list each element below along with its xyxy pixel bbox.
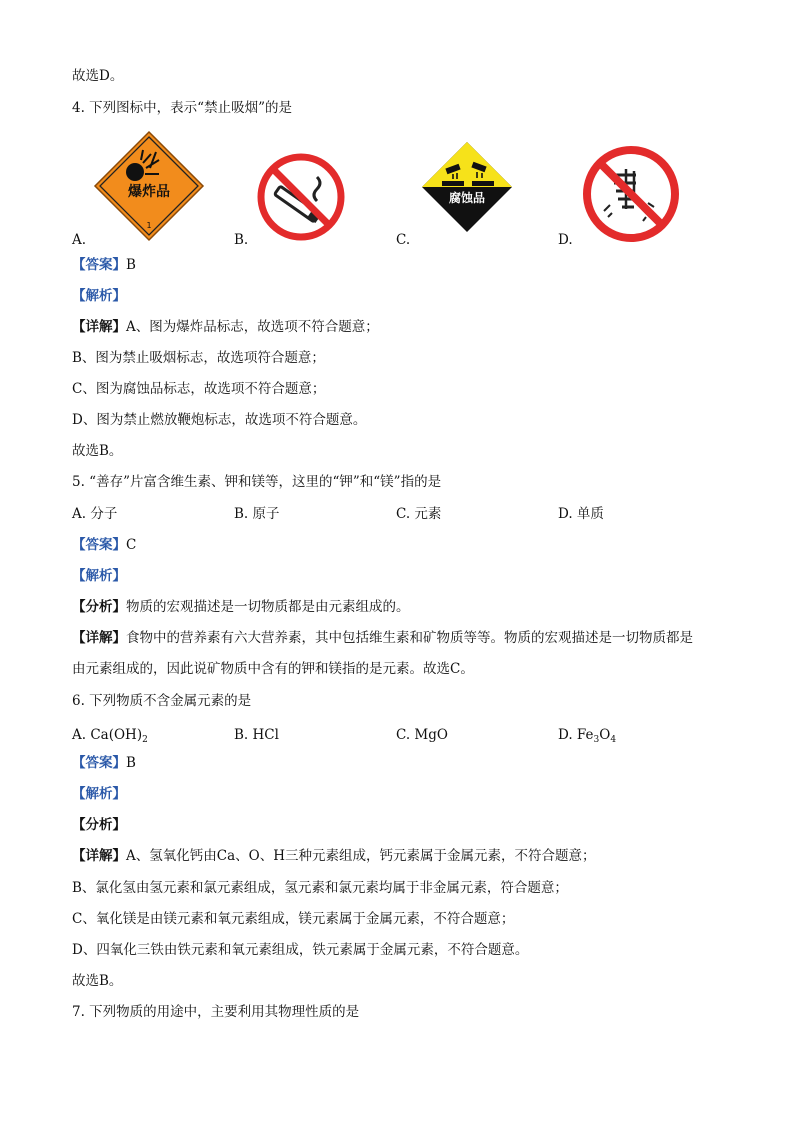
no-smoking-sign-icon [257, 153, 345, 241]
q6-option-c: C. MgO [396, 727, 448, 743]
q6-option-a [72, 727, 148, 743]
formula-text: O [599, 727, 611, 743]
detail-tag: 【详解】 [72, 630, 126, 646]
formula-subscript: 4 [610, 735, 617, 745]
q5-analysis-tag [72, 568, 126, 584]
answer-value: C [126, 537, 137, 553]
detail-tag: 【详解】 [72, 319, 126, 335]
formula-subscript: 3 [593, 735, 600, 745]
q5-detail-line-1 [72, 630, 693, 646]
answer-value: B [126, 257, 136, 273]
q4-option-a: A. [72, 232, 87, 248]
detail-tag: 【详解】 [72, 848, 126, 864]
formula-text: D. Fe [558, 727, 594, 743]
formula-subscript: 2 [142, 735, 148, 745]
q5-answer [72, 537, 136, 553]
q4-answer [72, 257, 136, 273]
q4-analysis-tag [72, 288, 126, 304]
q6-analyze-tag [72, 817, 126, 833]
analyze-tag: 【分析】 [72, 599, 126, 615]
analysis-tag: 【解析】 [72, 568, 126, 584]
q5-option-c: C. 元素 [396, 506, 442, 522]
q6-option-d [558, 727, 616, 743]
q6-detail-line-2: B、氯化氢由氢元素和氯元素组成，氢元素和氯元素均属于非金属元素，符合题意； [72, 880, 568, 896]
previous-conclusion: 故选D。 [72, 68, 124, 84]
sign-c-label: 腐蚀品 [448, 191, 486, 205]
q5-option-b: B. 原子 [234, 506, 280, 522]
answer-tag: 【答案】 [72, 537, 126, 553]
q6-option-b: B. HCl [234, 727, 279, 743]
q7-stem: 7. 下列物质的用途中，主要利用其物理性质的是 [72, 1004, 360, 1020]
q4-option-d: D. [558, 232, 573, 248]
detail-text: A、图为爆炸品标志，故选项不符合题意； [126, 319, 379, 335]
q4-option-c: C. [396, 232, 411, 248]
q6-conclusion: 故选B。 [72, 973, 123, 989]
q4-detail-line-4: D、图为禁止燃放鞭炮标志，故选项不符合题意。 [72, 412, 367, 428]
analysis-tag: 【解析】 [72, 288, 126, 304]
q4-detail-line-2: B、图为禁止吸烟标志，故选项符合题意； [72, 350, 325, 366]
analyze-text: 物质的宏观描述是一切物质都是由元素组成的。 [126, 599, 410, 615]
explosive-sign-icon [93, 130, 205, 242]
q6-detail-line-1 [72, 848, 595, 864]
q5-option-d: D. 单质 [558, 506, 604, 522]
q5-stem: 5. “善存”片富含维生素、钾和镁等，这里的“钾”和“镁”指的是 [72, 474, 442, 490]
analysis-tag: 【解析】 [72, 786, 126, 802]
sign-a-label: 爆炸品 [128, 184, 170, 200]
formula-text: A. Ca(OH) [72, 727, 143, 743]
q4-detail-line-3: C、图为腐蚀品标志，故选项不符合题意； [72, 381, 326, 397]
q4-conclusion: 故选B。 [72, 443, 123, 459]
q5-detail-line-2: 由元素组成的，因此说矿物质中含有的钾和镁指的是元素。故选C。 [72, 661, 474, 677]
corrosive-sign-icon [420, 140, 514, 234]
q6-stem: 6. 下列物质不含金属元素的是 [72, 693, 252, 709]
q5-option-a: A. 分子 [72, 506, 118, 522]
detail-text: A、氢氧化钙由Ca、O、H三种元素组成，钙元素属于金属元素，不符合题意； [126, 848, 596, 864]
q4-option-b: B. [234, 232, 249, 248]
q5-analyze [72, 599, 410, 615]
q6-answer [72, 755, 136, 771]
answer-value: B [126, 755, 136, 771]
detail-text: 食物中的营养素有六大营养素，其中包括维生素和矿物质等等。物质的宏观描述是一切物质都是 [126, 630, 693, 646]
svg-text:1: 1 [146, 221, 152, 230]
q6-analysis-tag [72, 786, 126, 802]
analyze-tag: 【分析】 [72, 817, 126, 833]
no-fireworks-sign-icon [582, 145, 680, 243]
q4-detail-line-1 [72, 319, 379, 335]
q6-detail-line-3: C、氧化镁是由镁元素和氧元素组成，镁元素属于金属元素，不符合题意； [72, 911, 515, 927]
q4-stem: 4. 下列图标中，表示“禁止吸烟”的是 [72, 100, 292, 116]
q6-detail-line-4: D、四氧化三铁由铁元素和氧元素组成，铁元素属于金属元素，不符合题意。 [72, 942, 529, 958]
answer-tag: 【答案】 [72, 257, 126, 273]
answer-tag: 【答案】 [72, 755, 126, 771]
